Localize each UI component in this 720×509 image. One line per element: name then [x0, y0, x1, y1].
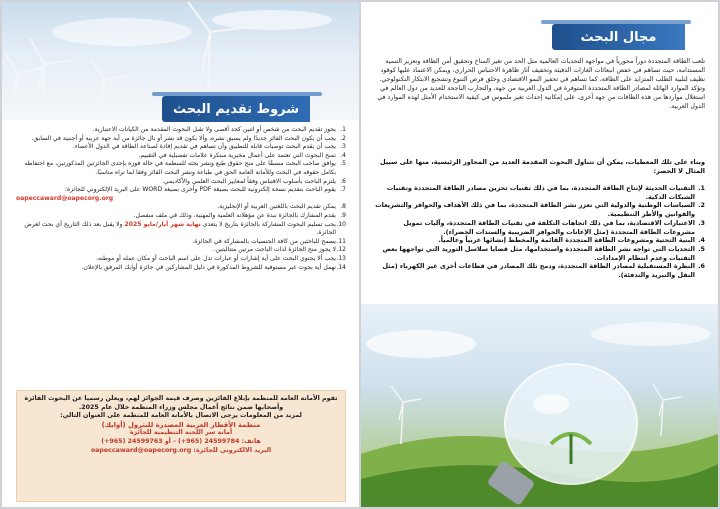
condition-number: 5. — [340, 160, 346, 168]
condition-item — [16, 255, 346, 264]
condition-number: 1. — [340, 126, 346, 133]
condition-number: 14. — [336, 263, 346, 271]
axis-text: التحديات التي تواجه نشر الطاقة المتجددة واستخدامها، مثل قضايا سلاسل التوريد التي تواجهها بعض التقنيات وعدم انتظام الإمدادات. — [382, 244, 695, 262]
condition-text: لا يجوز منح الجائزة لذات الباحث مرتين متتاليتين. — [213, 246, 336, 254]
conditions-list — [16, 126, 346, 272]
committee-secretariat: أمانة سر اللجنة التنظيمية للجائزة — [129, 429, 233, 437]
axis-text: التقنيات الحديثة لإنتاج الطاقة المتجددة، بما في ذلك تقنيات تخزين مصادر الطاقة المتجددة وتقنيات الشبكات الذكية. — [386, 184, 695, 201]
condition-text: يجب أن يقدم البحث توصيات قابلة للتطبيق وأن تساهم في تقديم إفادة لصناعة الطاقة في الدول الأعضاء. — [72, 143, 336, 151]
research-axis-item — [375, 219, 705, 236]
email-label: البريد الالكتروني للجائزة: — [193, 446, 272, 454]
condition-item — [16, 126, 346, 135]
research-axis-item — [375, 201, 705, 218]
condition-number: 7. — [340, 186, 346, 194]
axis-number: 4. — [698, 236, 705, 245]
axes-lead: وبناء على تلك المعطيات، يمكن أن تتناول البحوث المقدمة العديد من المحاور الرئيسية، منها على سبيل المثال لا الحصر: — [379, 158, 705, 175]
research-axis-item — [375, 184, 705, 201]
contact-box — [16, 390, 346, 502]
research-axis-item — [375, 262, 705, 279]
condition-number: 2. — [340, 134, 346, 142]
condition-number: 10. — [336, 220, 346, 228]
condition-item — [16, 212, 346, 221]
axis-number: 1. — [698, 184, 705, 192]
award-email-link[interactable]: oapeccaward@oapecorg.org — [16, 194, 114, 202]
condition-item — [16, 135, 346, 144]
condition-text: يجب ألا يحتوي البحث على أية إشارات أو عبارات تدل على اسم الباحث أو مكان عمله أو موطنه. — [95, 254, 336, 262]
contact-intro: لمزيد من المعلومات يرجى الاتصال بالأمانة العامة للمنظمة على العنوان التالي: — [60, 412, 302, 420]
condition-text: يقوم الباحث بتقديم نسخة إلكترونية للبحث بصيغة PDF وأخرى بصيغة WORD على البريد الإلكتروني للجائزة: — [64, 186, 336, 194]
condition-item — [16, 221, 346, 238]
condition-text: يوافق صاحب البحث مسبقًا على منح حقوق طبع ونشر بحثه للمنظمة في حالة فوزه بإحدى الجائزتين المذكورتين، مع احتفاظه بكامل حقوقه في البحث وللأمانة العامة الحق في طباعة ونشر البحث الفائز وفقا لما تراه مناسبًا. — [24, 160, 336, 176]
conditions-title: شروط تقديم البحث — [162, 96, 310, 122]
condition-number: 11. — [336, 237, 346, 245]
condition-text: يمكن تقديم البحث باللغتين العربية أو الإنجليزية. — [217, 203, 336, 211]
condition-text: يلتزم الباحث بأسلوب الاقتباس وفقاً لمعايير البحث العلمي والأكاديمي. — [162, 177, 336, 185]
condition-number: 3. — [340, 143, 346, 151]
axis-text: السياسات الوطنية والدولية التي تعزز نشر الطاقة المتجددة، بما في ذلك الأهداف والحوافز والتشريعات والقوانين والأطر التنظيمية. — [375, 201, 695, 219]
condition-text: تهمل أية بحوث غير مستوفية للشروط المذكورة في دليل المشاركين في جائزة أوابك المرفق بالإعلان. — [81, 263, 336, 271]
condition-number: 13. — [336, 254, 346, 262]
condition-item — [16, 186, 346, 195]
condition-text: يجب أن يكون البحث الفائز جديدًا ولم يسبق نشره، وألا يكون قد نشر أو نال جائزة من أية جهة عربية أو أجنبية في السابق. — [31, 134, 336, 142]
condition-item — [16, 143, 346, 152]
condition-item — [16, 246, 346, 255]
condition-item — [16, 160, 346, 177]
winners-announcement: تقوم الأمانة العامة للمنظمة بإبلاغ الفائزين وصرف قيمة الجوائز لهم، ويعلن رسميا عن البحوث الفائزة وأصحابها ضمن نتائج أعمال مجلس وزراء المنظمة خلال عام 2025. — [24, 395, 338, 411]
research-axis-item — [375, 245, 705, 262]
deadline-highlight: نهاية شهر أيار/مايو 2025 — [124, 220, 201, 228]
organization-name: منظمة الأقطار العربية المصدرة للبترول (أوابك) — [101, 420, 261, 429]
right-page — [361, 2, 718, 507]
condition-number: 12. — [336, 246, 346, 254]
axis-text: الاعتبارات الاقتصادية، بما في ذلك اتجاهات التكلفة في تقنيات الطاقة المتجددة، وآليات تمويل مشروعات الطاقة المتجددة (مثل الإعانات والحوافز الضريبية والسندات الخضراء). — [403, 218, 695, 236]
lightbulb-grass-image — [361, 304, 718, 507]
axis-number: 5. — [698, 244, 705, 253]
condition-item — [16, 264, 346, 273]
axis-number: 2. — [698, 201, 705, 210]
condition-text: يجب تسليم البحوث المشاركة بالجائزة بتاريخ لا يتعدى نهاية شهر أيار/مايو 2025 ولا يقبل بعد ذلك التاريخ أي بحث لغرض الجائزة. — [24, 220, 336, 237]
axis-number: 6. — [698, 262, 705, 271]
research-axes-list — [375, 184, 705, 280]
research-axis-item — [375, 236, 705, 245]
award-email-link[interactable]: oapeccaward@oapecorg.org — [90, 446, 192, 454]
condition-text: يسمح للباحثين من كافة الجنسيات بالمشاركة في الجائزة. — [192, 237, 336, 245]
axis-text: البنية التحتية ومشروعات الطاقة المتجددة القائمة والمخطط إنشائها عربياً وعالمياً. — [438, 236, 695, 245]
condition-text: تمنح البحوث التي تعتمد على أعمال مخبرية مبتكرة علامات تفضيلية في التقييم. — [138, 151, 336, 159]
axis-text: النظرة المستقبلية لمصادر الطاقة المتجددة، ودمج تلك المصادر في قطاعات أخرى غير الكهرباء (مثل النقل والتبريد والتدفئة). — [382, 262, 695, 280]
condition-number: 6. — [340, 177, 346, 185]
condition-text: يقدم المشارك بالجائزة نبذة عن مؤهلاته العلمية والمهنية، وذلك في ملف منفصل. — [133, 211, 336, 219]
left-page — [2, 2, 359, 507]
intro-paragraph: تلعب الطاقة المتجددة دوراً محورياً في مواجهة التحديات العالمية مثل الحد من تغير المناخ وتحقيق أمن الطاقة وتعزيز التنمية المستدامة، حيث تساهم في خفض انبعاثات الغازات الدفيئة وتخفيف آثار ظاهرة الاحتباس الحراري، ويمكن الاعتماد عليها كوقود نظيف لتلبية الطلب المتزايد على الطاقة، كما تساهم في تحفيز النمو الاقتصادي وخلق فرص التنوع وتشجيع الابتكار التكنولوجي. وتؤكد الموارد الهائلة لمصادر الطاقة المتجددة المتوفرة في الدول العربية من جهة، والتجارب الناجحة للعديد من دول العالم في استغلال مواردها من هذه الطاقات من جهة أخرى، على إمكانية إحداث تغير ملموس في كيفية الاستخدام الأمثل لهذه الموارد في الدول العربية. — [377, 58, 705, 110]
condition-text: يجوز تقديم البحث من شخص أو اثنين كحد أقصى ولا تقبل البحوث المقدمة من الكيانات الاعتبارية. — [92, 126, 336, 133]
research-field-title: مجال البحث — [552, 24, 685, 50]
condition-number: 4. — [340, 151, 346, 159]
condition-item — [16, 178, 346, 187]
phone-numbers: هاتف: 24599784 (965+) - أو 24599763 (965+) — [101, 437, 261, 445]
axis-number: 3. — [698, 218, 705, 227]
condition-number: 8. — [340, 203, 346, 211]
condition-number: 9. — [340, 211, 346, 219]
condition-item — [16, 238, 346, 247]
condition-item — [16, 203, 346, 212]
